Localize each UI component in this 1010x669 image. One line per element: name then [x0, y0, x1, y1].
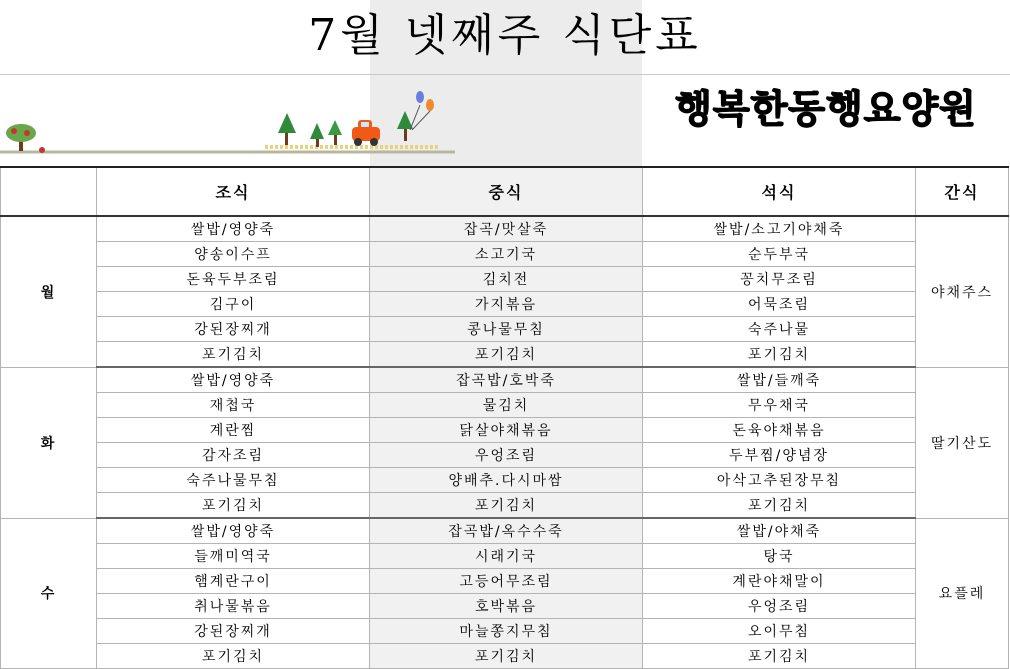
lunch-cell: 잡곡/맛살죽: [370, 216, 643, 242]
breakfast-cell: 포기김치: [97, 644, 370, 669]
table-row: [1, 242, 1009, 267]
lunch-cell: 포기김치: [370, 493, 643, 519]
dinner-cell: 숙주나물: [643, 317, 916, 342]
dinner-cell: 포기김치: [643, 644, 916, 669]
breakfast-cell: 돈육두부조림: [97, 267, 370, 292]
dinner-header: 석식: [643, 167, 916, 216]
snack-cell: 딸기산도: [916, 367, 1009, 518]
tree-icon: [310, 123, 324, 147]
organization-name: 행복한동행요양원: [675, 87, 977, 131]
lunch-header: 중식: [370, 167, 643, 216]
dinner-cell: 포기김치: [643, 342, 916, 368]
dinner-cell: 두부찜/양념장: [643, 443, 916, 468]
day-label: 화: [1, 367, 97, 518]
dinner-cell: 포기김치: [643, 493, 916, 519]
table-row: [1, 518, 1009, 544]
breakfast-cell: 강된장찌개: [97, 317, 370, 342]
lunch-cell: 포기김치: [370, 644, 643, 669]
table-row: [1, 418, 1009, 443]
tree-icon: [6, 124, 45, 153]
dinner-cell: 우엉조림: [643, 594, 916, 619]
dinner-cell: 쌀밥/들깨죽: [643, 367, 916, 393]
table-row: [1, 569, 1009, 594]
corner-cell: [1, 167, 97, 216]
lunch-cell: 물김치: [370, 393, 643, 418]
breakfast-cell: 계란찜: [97, 418, 370, 443]
breakfast-cell: 포기김치: [97, 342, 370, 368]
breakfast-cell: 쌀밥/영양죽: [97, 367, 370, 393]
dinner-cell: 돈육야채볶음: [643, 418, 916, 443]
lunch-cell: 양배추.다시마쌈: [370, 468, 643, 493]
tree-icon: [278, 113, 296, 145]
lunch-cell: 가지볶음: [370, 292, 643, 317]
dinner-cell: 무우채국: [643, 393, 916, 418]
lunch-cell: 호박볶음: [370, 594, 643, 619]
lunch-cell: 잡곡밥/호박죽: [370, 367, 643, 393]
lunch-cell: 콩나물무침: [370, 317, 643, 342]
tree-icon: [328, 120, 342, 145]
lunch-cell: 소고기국: [370, 242, 643, 267]
breakfast-cell: 취나물볶음: [97, 594, 370, 619]
breakfast-cell: 포기김치: [97, 493, 370, 519]
decorative-banner: [0, 75, 642, 165]
breakfast-cell: 숙주나물무침: [97, 468, 370, 493]
dinner-cell: 쌀밥/야채죽: [643, 518, 916, 544]
table-row: [1, 216, 1009, 242]
lunch-cell: 마늘쫑지무침: [370, 619, 643, 644]
table-row: [1, 342, 1009, 368]
tree-icon: [397, 111, 413, 141]
table-row: [1, 267, 1009, 292]
dinner-cell: 쌀밥/소고기야채죽: [643, 216, 916, 242]
table-row: [1, 644, 1009, 669]
breakfast-cell: 양송이수프: [97, 242, 370, 267]
day-label: 수: [1, 518, 97, 669]
lunch-cell: 고등어무조림: [370, 569, 643, 594]
table-row: [1, 367, 1009, 393]
table-row: [1, 393, 1009, 418]
lunch-cell: 잡곡밥/옥수수죽: [370, 518, 643, 544]
breakfast-cell: 김구이: [97, 292, 370, 317]
dinner-cell: 계란야채말이: [643, 569, 916, 594]
day-label: 월: [1, 216, 97, 367]
breakfast-header: 조식: [97, 167, 370, 216]
table-header-row: [1, 167, 1009, 216]
lunch-cell: 포기김치: [370, 342, 643, 368]
lunch-cell: 우엉조림: [370, 443, 643, 468]
dinner-cell: 어묵조림: [643, 292, 916, 317]
table-row: [1, 619, 1009, 644]
dinner-cell: 오이무침: [643, 619, 916, 644]
car-icon: [352, 120, 380, 146]
snack-cell: 요플레: [916, 518, 1009, 669]
dinner-cell: 꽁치무조림: [643, 267, 916, 292]
dinner-cell: 탕국: [643, 544, 916, 569]
page-title: 7월 넷째주 식단표: [308, 10, 702, 61]
breakfast-cell: 햄계란구이: [97, 569, 370, 594]
table-row: [1, 292, 1009, 317]
snack-cell: 야채주스: [916, 216, 1009, 367]
breakfast-cell: 강된장찌개: [97, 619, 370, 644]
lunch-cell: 시래기국: [370, 544, 643, 569]
breakfast-cell: 감자조림: [97, 443, 370, 468]
table-row: [1, 493, 1009, 519]
table-row: [1, 544, 1009, 569]
lunch-cell: 닭살야채볶음: [370, 418, 643, 443]
dinner-cell: 아삭고추된장무침: [643, 468, 916, 493]
table-row: [1, 317, 1009, 342]
breakfast-cell: 쌀밥/영양죽: [97, 216, 370, 242]
lunch-cell: 김치전: [370, 267, 643, 292]
snack-header: 간식: [916, 167, 1009, 216]
title-row: [0, 0, 1010, 75]
breakfast-cell: 쌀밥/영양죽: [97, 518, 370, 544]
table-row: [1, 443, 1009, 468]
balloon-icon: [410, 91, 434, 130]
meal-plan-table: [0, 166, 1009, 669]
table-row: [1, 468, 1009, 493]
table-row: [1, 594, 1009, 619]
breakfast-cell: 재첩국: [97, 393, 370, 418]
dinner-cell: 순두부국: [643, 242, 916, 267]
breakfast-cell: 들깨미역국: [97, 544, 370, 569]
